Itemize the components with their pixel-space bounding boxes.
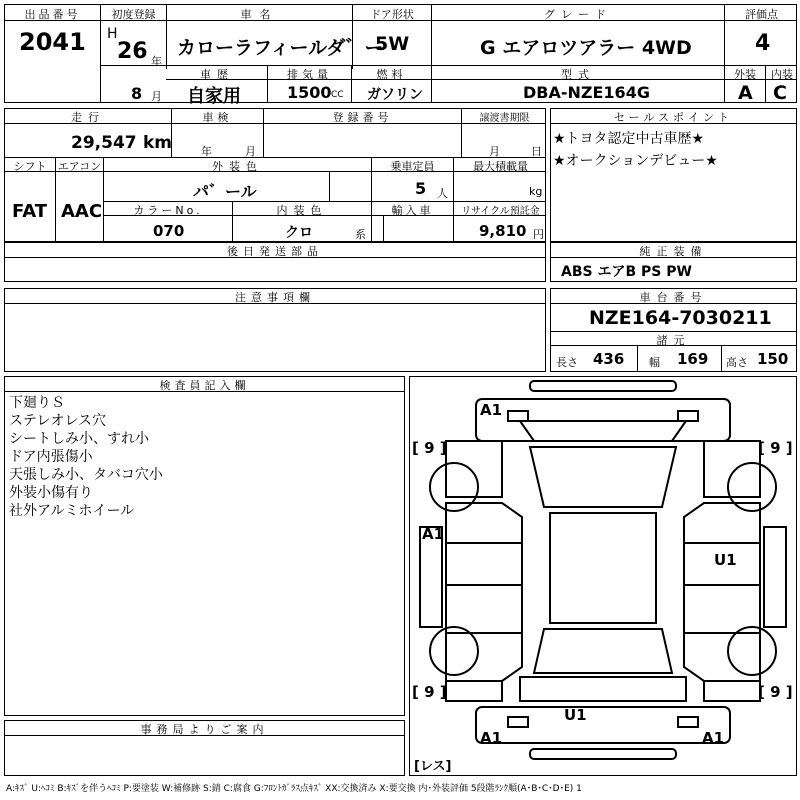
door-type: 5W xyxy=(375,33,410,55)
header-section xyxy=(4,4,797,107)
inspector-line: ステレオレス穴 xyxy=(9,413,107,429)
spec-section xyxy=(4,108,546,242)
sales-points-label: セールスポイント xyxy=(613,111,733,124)
inspection-label: 車検 xyxy=(202,111,233,124)
color-no-label: カラーNo. xyxy=(133,204,203,217)
damage-mark-a1-left: A1 xyxy=(422,525,445,543)
reg-month: 8 xyxy=(131,84,143,103)
width-label: 幅 xyxy=(649,356,660,369)
height-label: 高さ xyxy=(726,356,748,369)
notes-section xyxy=(4,288,546,372)
grade: G エアロツアラー 4WD xyxy=(480,37,692,59)
capacity-label: 乗車定員 xyxy=(390,160,435,173)
shift: FAT xyxy=(12,201,48,222)
history: 自家用 xyxy=(187,86,241,107)
transfer-label: 譲渡書期限 xyxy=(479,113,530,124)
mileage-label: 走行 xyxy=(71,111,105,124)
inspector-line: シートしみ小、すれ小 xyxy=(9,431,149,447)
capacity: 5 xyxy=(415,179,427,198)
history-label: 車歴 xyxy=(200,68,234,81)
office-section xyxy=(4,720,405,776)
car-name: カローラフィールダ゛ー xyxy=(177,37,384,59)
load-label: 最大積載量 xyxy=(473,160,528,173)
recycle-unit: 円 xyxy=(533,228,544,241)
int-grade: C xyxy=(773,82,787,104)
length: 436 xyxy=(593,350,625,368)
first-reg-label: 初度登録 xyxy=(111,8,156,21)
wheel-mark-front-left: [ 9 ] xyxy=(412,439,447,457)
sales-points xyxy=(550,108,797,242)
legend: A:ｷｽﾞ U:ﾍｺﾐ B:ｷｽﾞを伴うﾍｺﾐ P:要塗装 W:補修跡 S:錆 C:腐食 G:ﾌﾛﾝﾄｶﾞﾗｽ点ｷｽﾞ XX:交換済み X:要交換 内･外装評価 5段階ﾗﾝｸ順(A･B･C･D･E) 1 xyxy=(6,784,582,794)
exterior-color: パ゛ール xyxy=(193,182,257,201)
inspector-line: 天張しみ小、タバコ穴小 xyxy=(9,467,163,483)
reg-year: 26 xyxy=(117,39,148,64)
name-label: 車名 xyxy=(240,8,279,21)
inspector-label: 検査員記入欄 xyxy=(159,379,250,392)
year-unit: 年 xyxy=(151,55,162,68)
model-code: DBA-NZE164G xyxy=(523,83,650,102)
inspector-line: ドア内張傷小 xyxy=(9,449,93,465)
interior-unit: 系 xyxy=(355,228,366,241)
wheel-mark-rear-right: [ 9 ] xyxy=(758,683,793,701)
inspection-month-unit: 月 xyxy=(245,145,256,158)
int-label: 内装 xyxy=(771,68,793,81)
damage-diagram xyxy=(409,376,797,776)
month-unit: 月 xyxy=(151,90,162,103)
displacement-unit: CC xyxy=(331,90,344,100)
wheel-mark-rear-left: [ 9 ] xyxy=(412,683,447,701)
recycle-label: リサイクル預託金 xyxy=(461,206,540,217)
displacement: 1500 xyxy=(287,83,332,102)
score-label: 評価点 xyxy=(745,8,778,21)
model-label: 型式 xyxy=(561,68,595,81)
color-label: 外装色 xyxy=(212,160,263,173)
transfer-month-unit: 月 xyxy=(489,145,500,158)
inspector-line: 下廻りＳ xyxy=(9,395,65,411)
import-label: 輸入車 xyxy=(391,204,434,217)
chassis-label: 車台番号 xyxy=(639,291,708,304)
damage-mark-u1-rear: U1 xyxy=(564,706,587,724)
chassis-number: NZE164-7030211 xyxy=(589,307,772,329)
grade-label: グレード xyxy=(544,8,612,21)
transfer-day-unit: 日 xyxy=(531,145,542,158)
equipment xyxy=(550,242,797,282)
reg-number-label: 登録番号 xyxy=(332,111,393,124)
inspector-section xyxy=(4,376,405,716)
fuel: ガソリン xyxy=(367,87,423,103)
later-parts xyxy=(4,242,546,282)
spare-tire-mark: [レス] xyxy=(414,759,452,774)
color-no: 070 xyxy=(153,222,185,240)
length-label: 長さ xyxy=(556,356,578,369)
chassis-section xyxy=(550,288,797,372)
ext-grade: A xyxy=(738,82,753,104)
ext-label: 外装 xyxy=(734,68,756,81)
dims-label: 諸元 xyxy=(656,334,691,347)
sales-point-2: ★オークションデビュー★ xyxy=(553,153,718,169)
era-mark: H xyxy=(107,26,118,42)
inspection-year-unit: 年 xyxy=(201,145,212,158)
height: 150 xyxy=(757,350,789,368)
later-parts-label: 後日発送部品 xyxy=(227,245,323,258)
displacement-label: 排気量 xyxy=(287,68,332,81)
load-unit: kg xyxy=(529,185,543,198)
lot-number: 2041 xyxy=(19,28,86,56)
ac-label: エアコン xyxy=(57,160,102,173)
damage-mark-u1-right: U1 xyxy=(714,551,737,569)
mileage: 29,547 xyxy=(71,133,137,153)
shift-label: シフト xyxy=(13,160,47,173)
capacity-unit: 人 xyxy=(437,187,448,200)
notes-label: 注意事項欄 xyxy=(235,291,315,304)
inspector-line: 外装小傷有り xyxy=(9,485,93,501)
width: 169 xyxy=(677,350,709,368)
fuel-label: 燃料 xyxy=(376,68,407,81)
score: 4 xyxy=(755,31,771,56)
door-label: ドア形状 xyxy=(370,8,414,21)
lot-label: 出品番号 xyxy=(24,8,81,21)
inspector-line: 社外アルミホイール xyxy=(9,503,135,519)
equipment-value: ABS エアB PS PW xyxy=(561,264,692,280)
sales-point-1: ★トヨタ認定中古車歴★ xyxy=(553,131,705,147)
office-label: 事務局よりご案内 xyxy=(140,723,269,736)
car-outline-diagram xyxy=(410,377,796,775)
damage-mark-a1-rear-left: A1 xyxy=(480,729,503,747)
interior-color: クロ xyxy=(285,225,313,241)
equipment-label: 純正装備 xyxy=(639,245,708,258)
ac: AAC xyxy=(61,201,103,222)
damage-mark-a1-rear-right: A1 xyxy=(702,729,725,747)
interior-label: 内装色 xyxy=(276,204,328,217)
recycle-fee: 9,810 xyxy=(479,222,527,240)
damage-mark-a1-front: A1 xyxy=(480,401,503,419)
mileage-unit: km xyxy=(143,133,173,153)
wheel-mark-front-right: [ 9 ] xyxy=(758,439,793,457)
